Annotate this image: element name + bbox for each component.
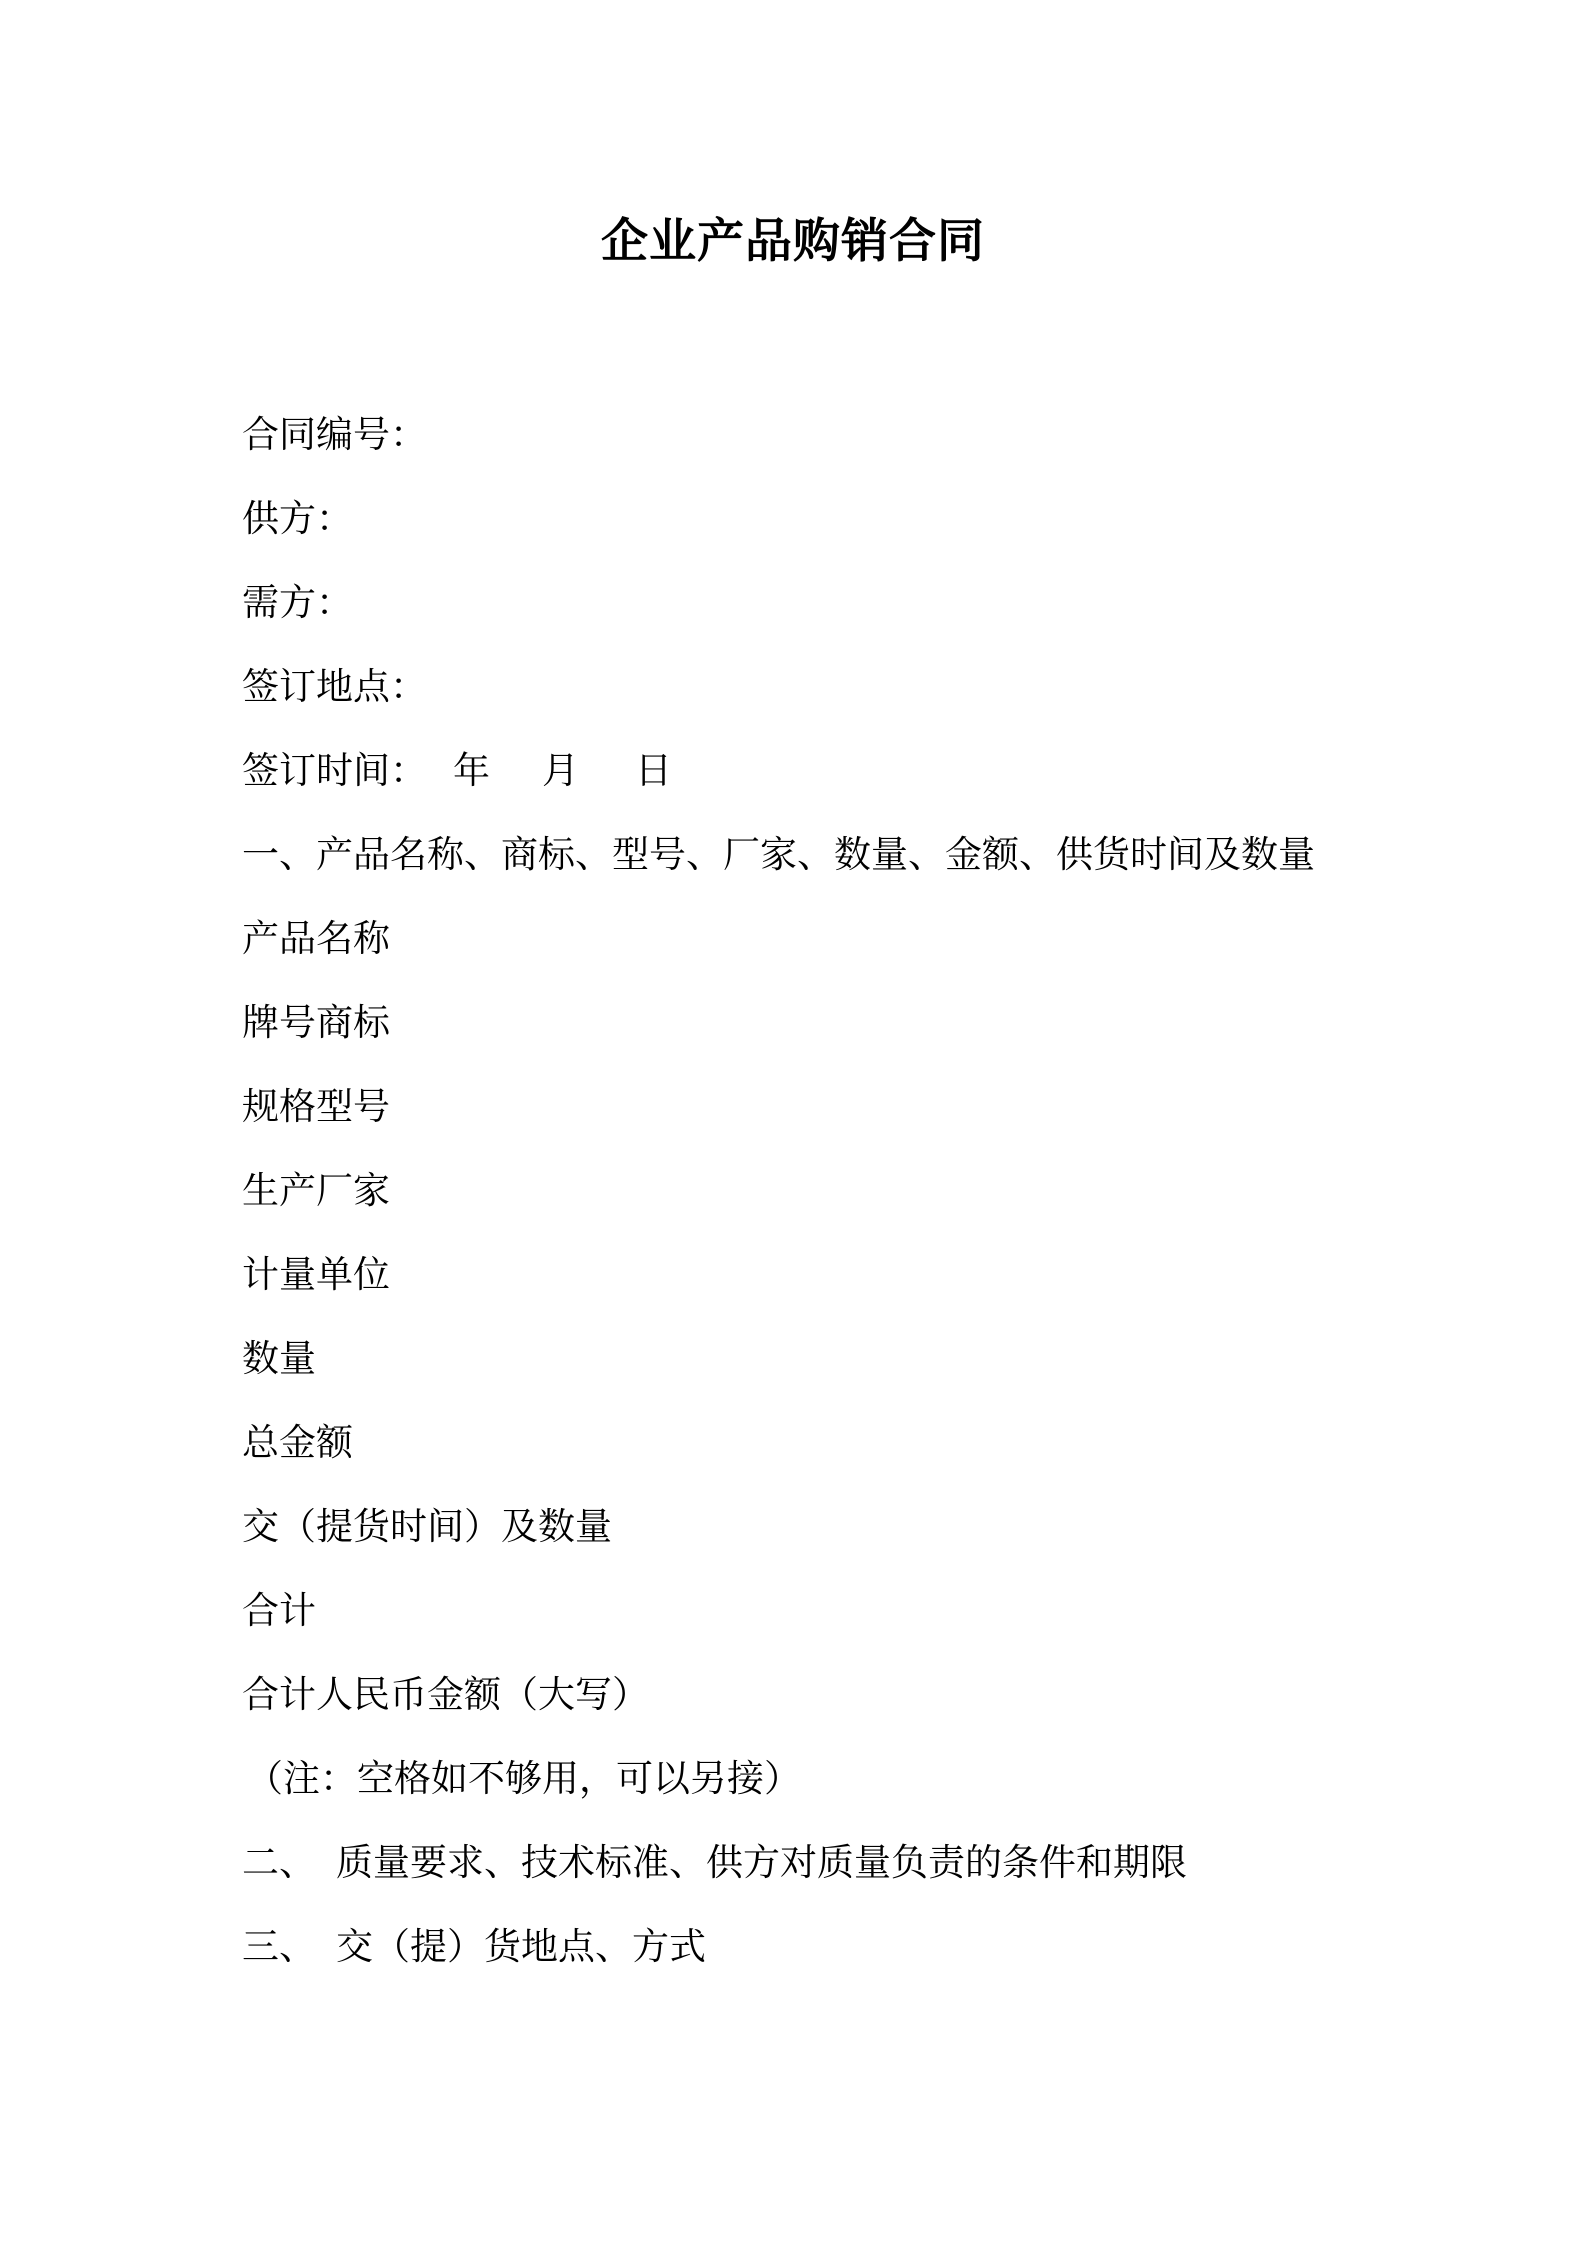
- field-unit: 计量单位: [242, 1253, 390, 1296]
- section-2-text: 质量要求、技术标准、供方对质量负责的条件和期限: [336, 1841, 1187, 1884]
- field-delivery-time-quantity: 交（提货时间）及数量: [242, 1505, 612, 1548]
- section-3-number: 三、: [242, 1925, 316, 1968]
- field-total-rmb-uppercase: 合计人民币金额（大写）: [242, 1673, 649, 1716]
- note-text: （注：空格如不够用，可以另接）: [246, 1757, 801, 1800]
- signing-time-year: 年: [453, 749, 490, 792]
- signing-time-day: 日: [635, 749, 672, 792]
- section-2-heading: [242, 1840, 1187, 1886]
- section-2-number: 二、: [242, 1841, 316, 1884]
- section-1-heading: 一、产品名称、商标、型号、厂家、数量、金额、供货时间及数量: [242, 833, 1315, 876]
- supplier-label: 供方：: [242, 497, 353, 540]
- field-total: 合计: [242, 1589, 316, 1632]
- field-product-name: 产品名称: [242, 917, 390, 960]
- field-spec-model: 规格型号: [242, 1085, 390, 1128]
- field-manufacturer: 生产厂家: [242, 1169, 390, 1212]
- signing-time-row: [242, 748, 672, 794]
- signing-time-label: 签订时间：: [242, 749, 427, 792]
- section-3-heading: [242, 1924, 706, 1970]
- contract-number-label: 合同编号：: [242, 413, 427, 456]
- signing-place-label: 签订地点：: [242, 665, 427, 708]
- field-total-amount: 总金额: [242, 1421, 353, 1464]
- buyer-label: 需方：: [242, 581, 353, 624]
- section-3-text: 交（提）货地点、方式: [336, 1925, 706, 1968]
- field-quantity: 数量: [242, 1337, 316, 1380]
- field-brand-trademark: 牌号商标: [242, 1001, 390, 1044]
- signing-time-month: 月: [542, 749, 579, 792]
- document-title: 企业产品购销合同: [601, 214, 985, 269]
